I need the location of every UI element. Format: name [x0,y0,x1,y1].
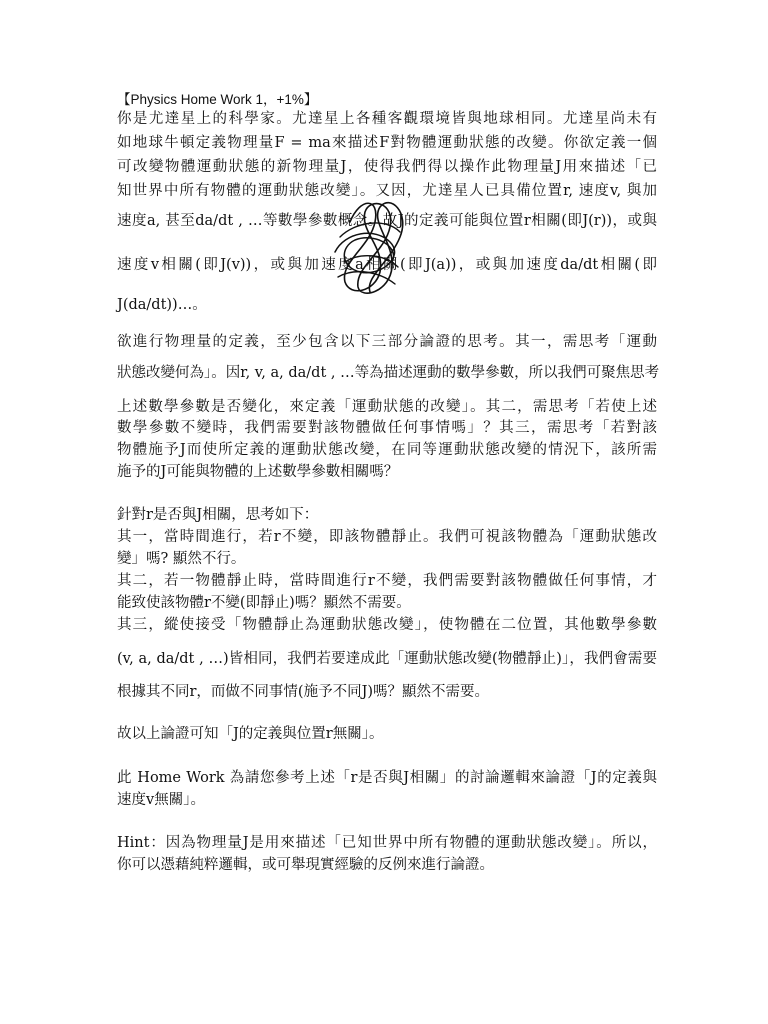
paragraph-line: 可改變物體運動狀態的新物理量J，使得我們得以操作此物理量J用來描述「已 [117,159,657,175]
paragraph-line: 如地球牛頓定義物理量F = ma來描述F對物體運動狀態的改變。你欲定義一個 [117,135,657,151]
paragraph-line: 故以上論證可知「J的定義與位置r無關」。 [117,726,384,742]
paragraph-line: 能致使該物體r不變(即靜止)嗎？顯然不需要。 [117,595,411,611]
homework-title: 【Physics Home Work 1，+1%】 [117,92,318,107]
paragraph-line: 上述數學參數是否變化，來定義「運動狀態的改變」。其二，需思考「若使上述 [117,399,657,415]
paragraph-line: 速度v無關」。 [117,792,205,808]
paragraph-line: 根據其不同r，而做不同事情(施予不同J)嗎？顯然不需要。 [117,684,490,700]
paragraph-line: 狀態改變何為」。因r, v, a, da/dt , …等為描述運動的數學參數，所以我們可聚焦思考 [117,365,660,381]
paragraph-line: 數學參數不變時，我們需要對該物體做任何事情嗎」？其三，需思考「若對該 [117,420,657,436]
paragraph-line: (v, a, da/dt , …)皆相同，我們若要達成此「運動狀態改變(物體靜止)」，我們會需要 [117,651,657,667]
paragraph-line: J(da/dt))…。 [117,297,207,313]
scribble-mark [320,192,420,302]
paragraph-line: 欲進行物理量的定義，至少包含以下三部分論證的思考。其一，需思考「運動 [117,334,657,350]
paragraph-line: 物體施予J而使所定義的運動狀態改變，在同等運動狀態改變的情況下，該所需 [117,442,657,458]
paragraph-line: 知世界中所有物體的運動狀態改變」。又因，尤達星人已具備位置r, 速度v, 與加 [117,183,657,199]
paragraph-line: 施予的J可能與物體的上述數學參數相關嗎？ [117,464,399,480]
paragraph-line: 其三，縱使接受「物體靜止為運動狀態改變」，使物體在二位置，其他數學參數 [117,617,657,633]
paragraph-line: 速度a, 甚至da/dt , …等數學參數概念。故J的定義可能與位置r相關(即J(r))，或與 [117,213,657,229]
paragraph-line: 其二，若一物體靜止時，當時間進行r不變，我們需要對該物體做任何事情，才 [117,573,657,589]
paragraph-line: 你可以憑藉純粹邏輯，或可舉現實經驗的反例來進行論證。 [117,857,494,873]
paragraph-line: 變」嗎? 顯然不行。 [117,551,246,567]
paragraph-line: 此 Home Work 為請您參考上述「r是否與J相關」的討論邏輯來論證「J的定義與 [117,770,657,786]
paragraph-line: Hint：因為物理量J是用來描述「已知世界中所有物體的運動狀態改變」。所以， [117,835,657,851]
paragraph-line: 速度v相關(即J(v))，或與加速度a相關(即J(a))，或與加速度da/dt相關(即 [117,257,657,273]
paragraph-line: 其一，當時間進行，若r不變，即該物體靜止。我們可視該物體為「運動狀態改 [117,529,657,545]
paragraph-line: 你是尤達星上的科學家。尤達星上各種客觀環境皆與地球相同。尤達星尚未有 [117,111,657,127]
paragraph-line: 針對r是否與J相關，思考如下： [117,507,319,523]
